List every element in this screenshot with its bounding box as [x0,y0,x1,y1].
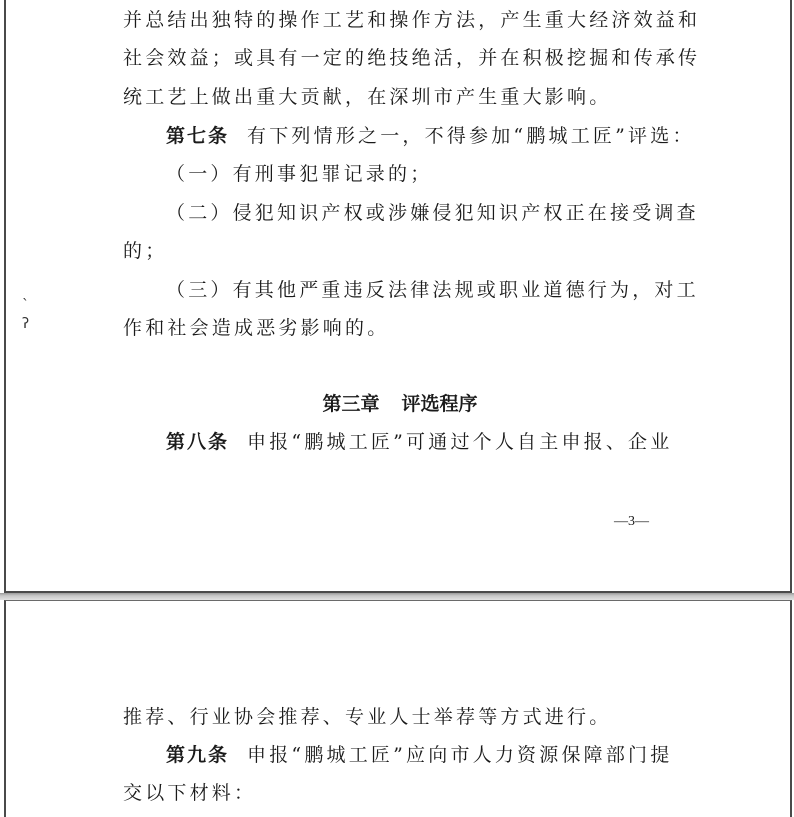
article-8-text: 申报“鹏城工匠”可通过个人自主申报、企业 [247,431,673,453]
body-text-line: 社会效益；或具有一定的绝技绝活，并在积极挖掘和传承传 [123,47,701,69]
list-item: （三）有其他严重违反法律法规或职业道德行为，对工 [166,279,699,301]
document-page-3 [4,0,792,593]
article-9 [166,743,672,767]
article-9-label: 第九条 [166,744,230,766]
article-8 [166,430,672,454]
body-text-line: 交以下材料： [123,782,257,804]
chapter-heading [6,392,794,416]
list-item: （二）侵犯知识产权或涉嫌侵犯知识产权正在接受调查 [166,202,699,224]
list-item-continuation: 的； [123,240,168,262]
article-7-label: 第七条 [166,125,230,147]
margin-mark: ʔ [22,316,30,332]
margin-mark: ˎ [22,285,29,301]
page-separator [0,593,794,600]
body-text-line: 统工艺上做出重大贡献，在深圳市产生重大影响。 [123,86,612,108]
body-text-line: 推荐、行业协会推荐、专业人士举荐等方式进行。 [123,706,612,728]
chapter-title: 评选程序 [401,393,478,415]
chapter-number: 第三章 [322,393,380,415]
list-item-continuation: 作和社会造成恶劣影响的。 [123,317,390,339]
article-9-text: 申报“鹏城工匠”应向市人力资源保障部门提 [247,744,673,766]
list-item: （一）有刑事犯罪记录的； [166,163,433,185]
article-7-text: 有下列情形之一，不得参加“鹏城工匠”评选： [247,125,695,147]
body-text-line: 并总结出独特的操作工艺和操作方法，产生重大经济效益和 [123,9,701,31]
article-7 [166,124,695,148]
article-8-label: 第八条 [166,431,230,453]
document-page-4 [4,600,792,817]
page-number: —3— [614,514,649,529]
